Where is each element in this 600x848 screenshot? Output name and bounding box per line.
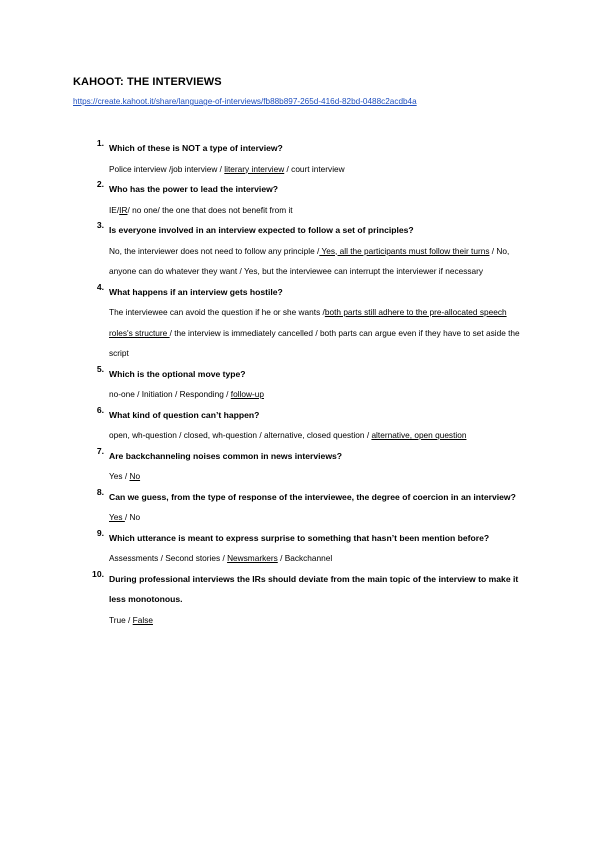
answer-options [109,548,529,569]
question-number: 1. [96,138,104,148]
question-item [0,138,600,179]
answer-options [109,610,529,631]
answer-text: / no one/ the one that does not benefit from it [127,204,293,215]
answer-text: / court interview [284,163,345,174]
question-number: 10. [92,568,104,579]
answer-options [109,384,529,405]
question-text: Which utterance is meant to express surprise to something that hasn’t been mention before? [109,532,490,543]
kahoot-link[interactable]: https://create.kahoot.it/share/language-of-interviews/fb88b897-265d-416d-82bd-0488c2acdb4a [73,97,417,106]
question-number: 7. [96,445,104,456]
correct-answer: both parts still adhere to the pre-allocated speech roles's structure [109,307,507,338]
answer-options [109,466,529,487]
answer-text: open, wh-question / closed, wh-question / alternative, closed question / [109,430,372,440]
question-text: Is everyone involved in an interview expected to follow a set of principles? [109,225,414,235]
correct-answer: False [132,614,153,625]
question-item [0,220,600,282]
correct-answer: IR [119,204,128,215]
question-text: Which is the optional move type? [109,368,246,379]
answer-options [109,159,529,180]
correct-answer: No [129,471,141,481]
correct-answer: Yes [109,512,125,522]
answer-text: No, the interviewer does not need to follow any principle / [109,245,320,256]
question-number: 3. [96,220,104,230]
answer-text: Police interview /job interview / [109,163,225,174]
correct-answer: follow-up [230,389,264,399]
answer-text: / the interview is immediately cancelled / both parts can argue even if they have to set aside the script [109,327,520,358]
answer-text: Assessments / Second stories / [109,553,228,563]
answer-text: True / [109,614,133,625]
question-number: 4. [96,281,104,292]
answer-options [109,302,529,364]
question-item [0,179,600,220]
question-item [0,569,600,631]
question-number: 9. [96,527,104,538]
answer-text: / No [124,512,141,522]
answer-text: IE/ [109,204,120,215]
question-item [0,487,600,528]
question-text: What happens if an interview gets hostile? [109,286,283,297]
answer-text: / Backchannel [277,553,333,563]
answer-options [109,241,529,282]
answer-text: no-one / Initiation / Responding / [109,389,231,399]
correct-answer: Newsmarkers [227,553,278,563]
answer-text: The interviewee can avoid the question if he or she wants / [109,307,325,317]
question-number: 2. [96,179,104,189]
answer-options [109,507,529,528]
question-item [0,364,600,405]
correct-answer: literary interview [224,163,285,174]
question-number: 8. [96,486,104,497]
question-text: During professional interviews the IRs should deviate from the main topic of the interview to make it less monotonous. [109,573,519,604]
question-list [0,138,600,630]
answer-options [109,425,529,446]
answer-text: / No, anyone can do whatever they want / Yes, but the interviewee can interrupt the interviewer if necessary [109,245,510,276]
question-item [0,405,600,446]
correct-answer: alternative, open question [371,430,467,440]
question-text: What kind of question can’t happen? [109,409,260,420]
answer-text: Yes / [109,471,130,481]
question-text: Can we guess, from the type of response of the interviewee, the degree of coercion in an interview? [109,491,516,502]
question-item [0,446,600,487]
answer-options [109,200,529,221]
question-number: 6. [96,404,104,415]
question-item [0,528,600,569]
question-text: Which of these is NOT a type of interview? [109,143,283,153]
question-text: Who has the power to lead the interview? [109,184,279,194]
question-number: 5. [96,363,104,374]
document-title: KAHOOT: THE INTERVIEWS [73,76,222,88]
correct-answer: Yes, all the participants must follow their turns [319,245,490,256]
question-text: Are backchanneling noises common in news interviews? [109,450,343,461]
question-item [0,282,600,364]
